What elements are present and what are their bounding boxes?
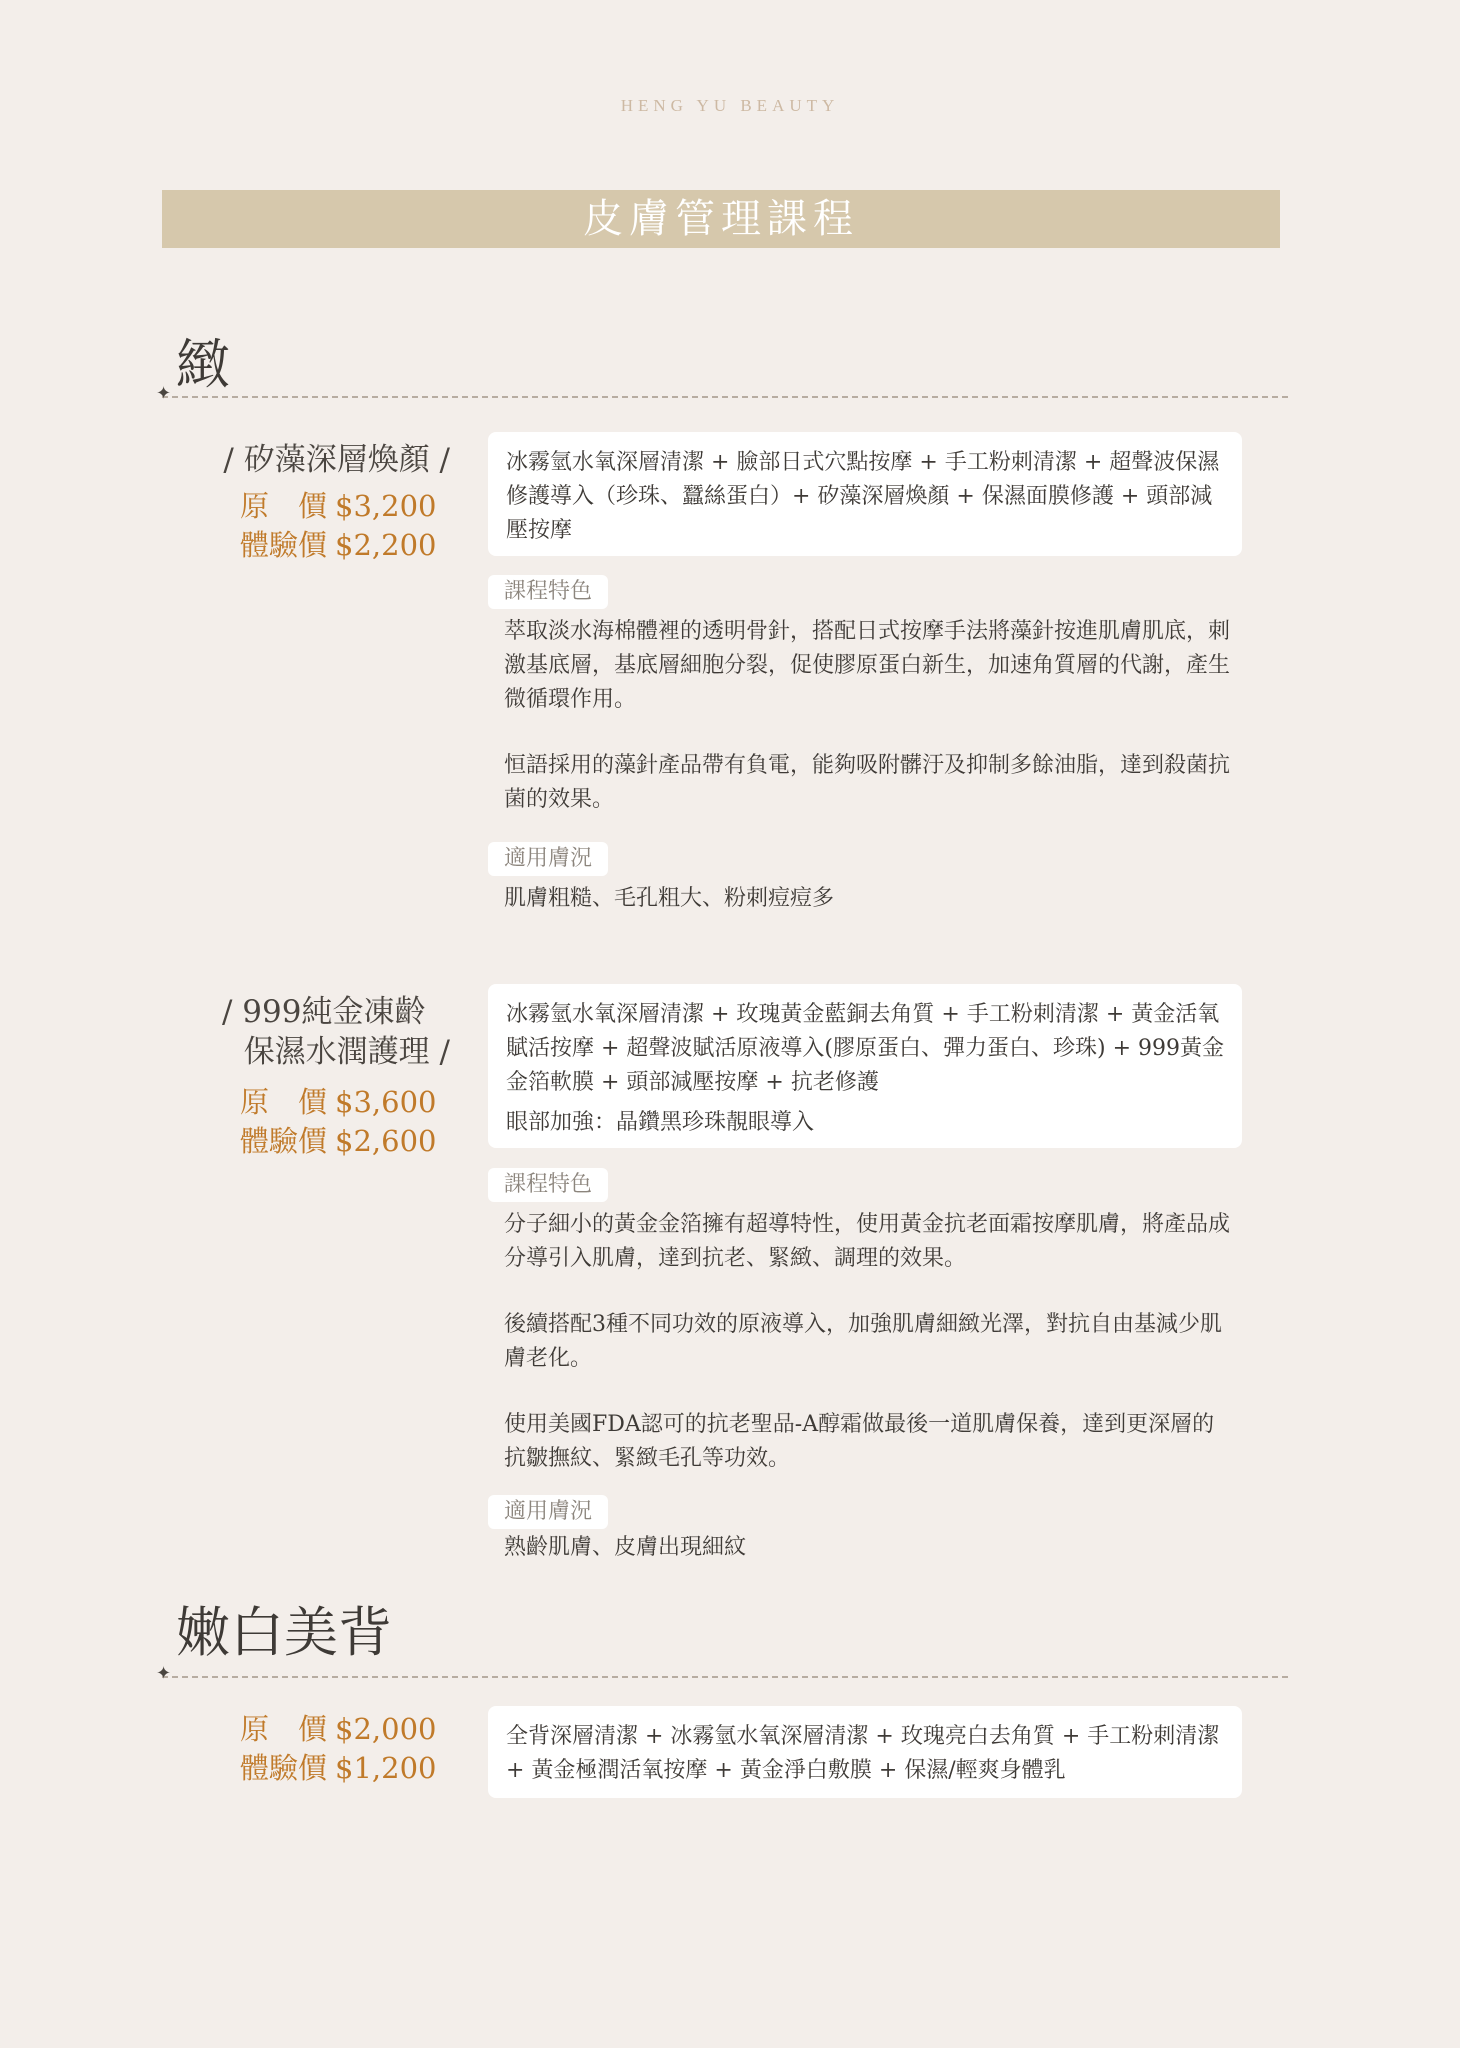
skin-text: 熟齡肌膚、皮膚出現細紋 xyxy=(504,1535,747,1560)
star-icon: ✦ xyxy=(156,383,172,404)
skin-text: 肌膚粗糙、毛孔粗大、粉刺痘痘多 xyxy=(504,886,835,911)
feature-text: 分子細小的黃金金箔擁有超導特性，使用黃金抗老面霜按摩肌膚，將產品成分導引入肌膚，達到抗老、緊緻、調理的效果。 後續搭配3種不同功效的原液導入，加強肌膚細緻光澤，對抗自由基減少肌膚老化。 使用美國FDA認可的抗老聖品-A醇霜做最後一道肌膚保養，達到更深層的抗皺撫紋、緊緻毛孔等功效。 xyxy=(504,1212,1231,1471)
page-title: 皮膚管理課程 xyxy=(162,190,1280,248)
brand-mark: HENG YU BEAUTY xyxy=(620,96,840,115)
trial-price: 體驗價 $2,200 xyxy=(240,528,437,562)
skin-tag: 適用膚況 xyxy=(488,842,608,876)
trial-price: 體驗價 $1,200 xyxy=(240,1751,437,1785)
course-name: / 矽藻深層煥顏 / xyxy=(223,442,450,478)
feature-tag: 課程特色 xyxy=(488,575,608,609)
course-content: 全背深層清潔 + 冰霧氫水氧深層清潔 + 玫瑰亮白去角質 + 手工粉刺清潔 + 黃金極潤活氧按摩 + 黃金淨白敷膜 + 保濕/輕爽身體乳 xyxy=(488,1706,1242,1798)
divider xyxy=(162,396,1288,398)
trial-price: 體驗價 $2,600 xyxy=(240,1124,437,1158)
original-price: 原 價 $2,000 xyxy=(240,1712,437,1746)
section-title-2: 嫩白美背 xyxy=(176,1601,392,1664)
original-price: 原 價 $3,600 xyxy=(240,1085,437,1119)
feature-tag: 課程特色 xyxy=(488,1168,608,1202)
skin-tag: 適用膚況 xyxy=(488,1495,608,1529)
original-price: 原 價 $3,200 xyxy=(240,489,437,523)
section-title-1: 緻 xyxy=(176,333,230,396)
course-content: 冰霧氫水氧深層清潔 + 臉部日式穴點按摩 + 手工粉刺清潔 + 超聲波保濕修護導入（珍珠、蠶絲蛋白）+ 矽藻深層煥顏 + 保濕面膜修護 + 頭部減壓按摩 xyxy=(488,432,1242,556)
star-icon: ✦ xyxy=(156,1663,172,1684)
course-content: 冰霧氫水氧深層清潔 + 玫瑰黃金藍銅去角質 + 手工粉刺清潔 + 黃金活氧賦活按摩 + 超聲波賦活原液導入(膠原蛋白、彈力蛋白、珍珠) + 999黃金金箔軟膜 + 頭部減壓按摩 + 抗老修護 眼部加強：晶鑽黑珍珠靚眼導入 xyxy=(488,984,1242,1148)
course-name: / 999純金凍齡 保濕水潤護理 / xyxy=(222,994,450,1070)
feature-text: 萃取淡水海棉體裡的透明骨針，搭配日式按摩手法將藻針按進肌膚肌底，刺激基底層，基底層細胞分裂，促使膠原蛋白新生，加速角質層的代謝，產生微循環作用。 恒語採用的藻針產品帶有負電，能夠吸附髒汙及抑制多餘油脂，達到殺菌抗菌的效果。 xyxy=(504,619,1231,812)
divider xyxy=(162,1676,1288,1678)
